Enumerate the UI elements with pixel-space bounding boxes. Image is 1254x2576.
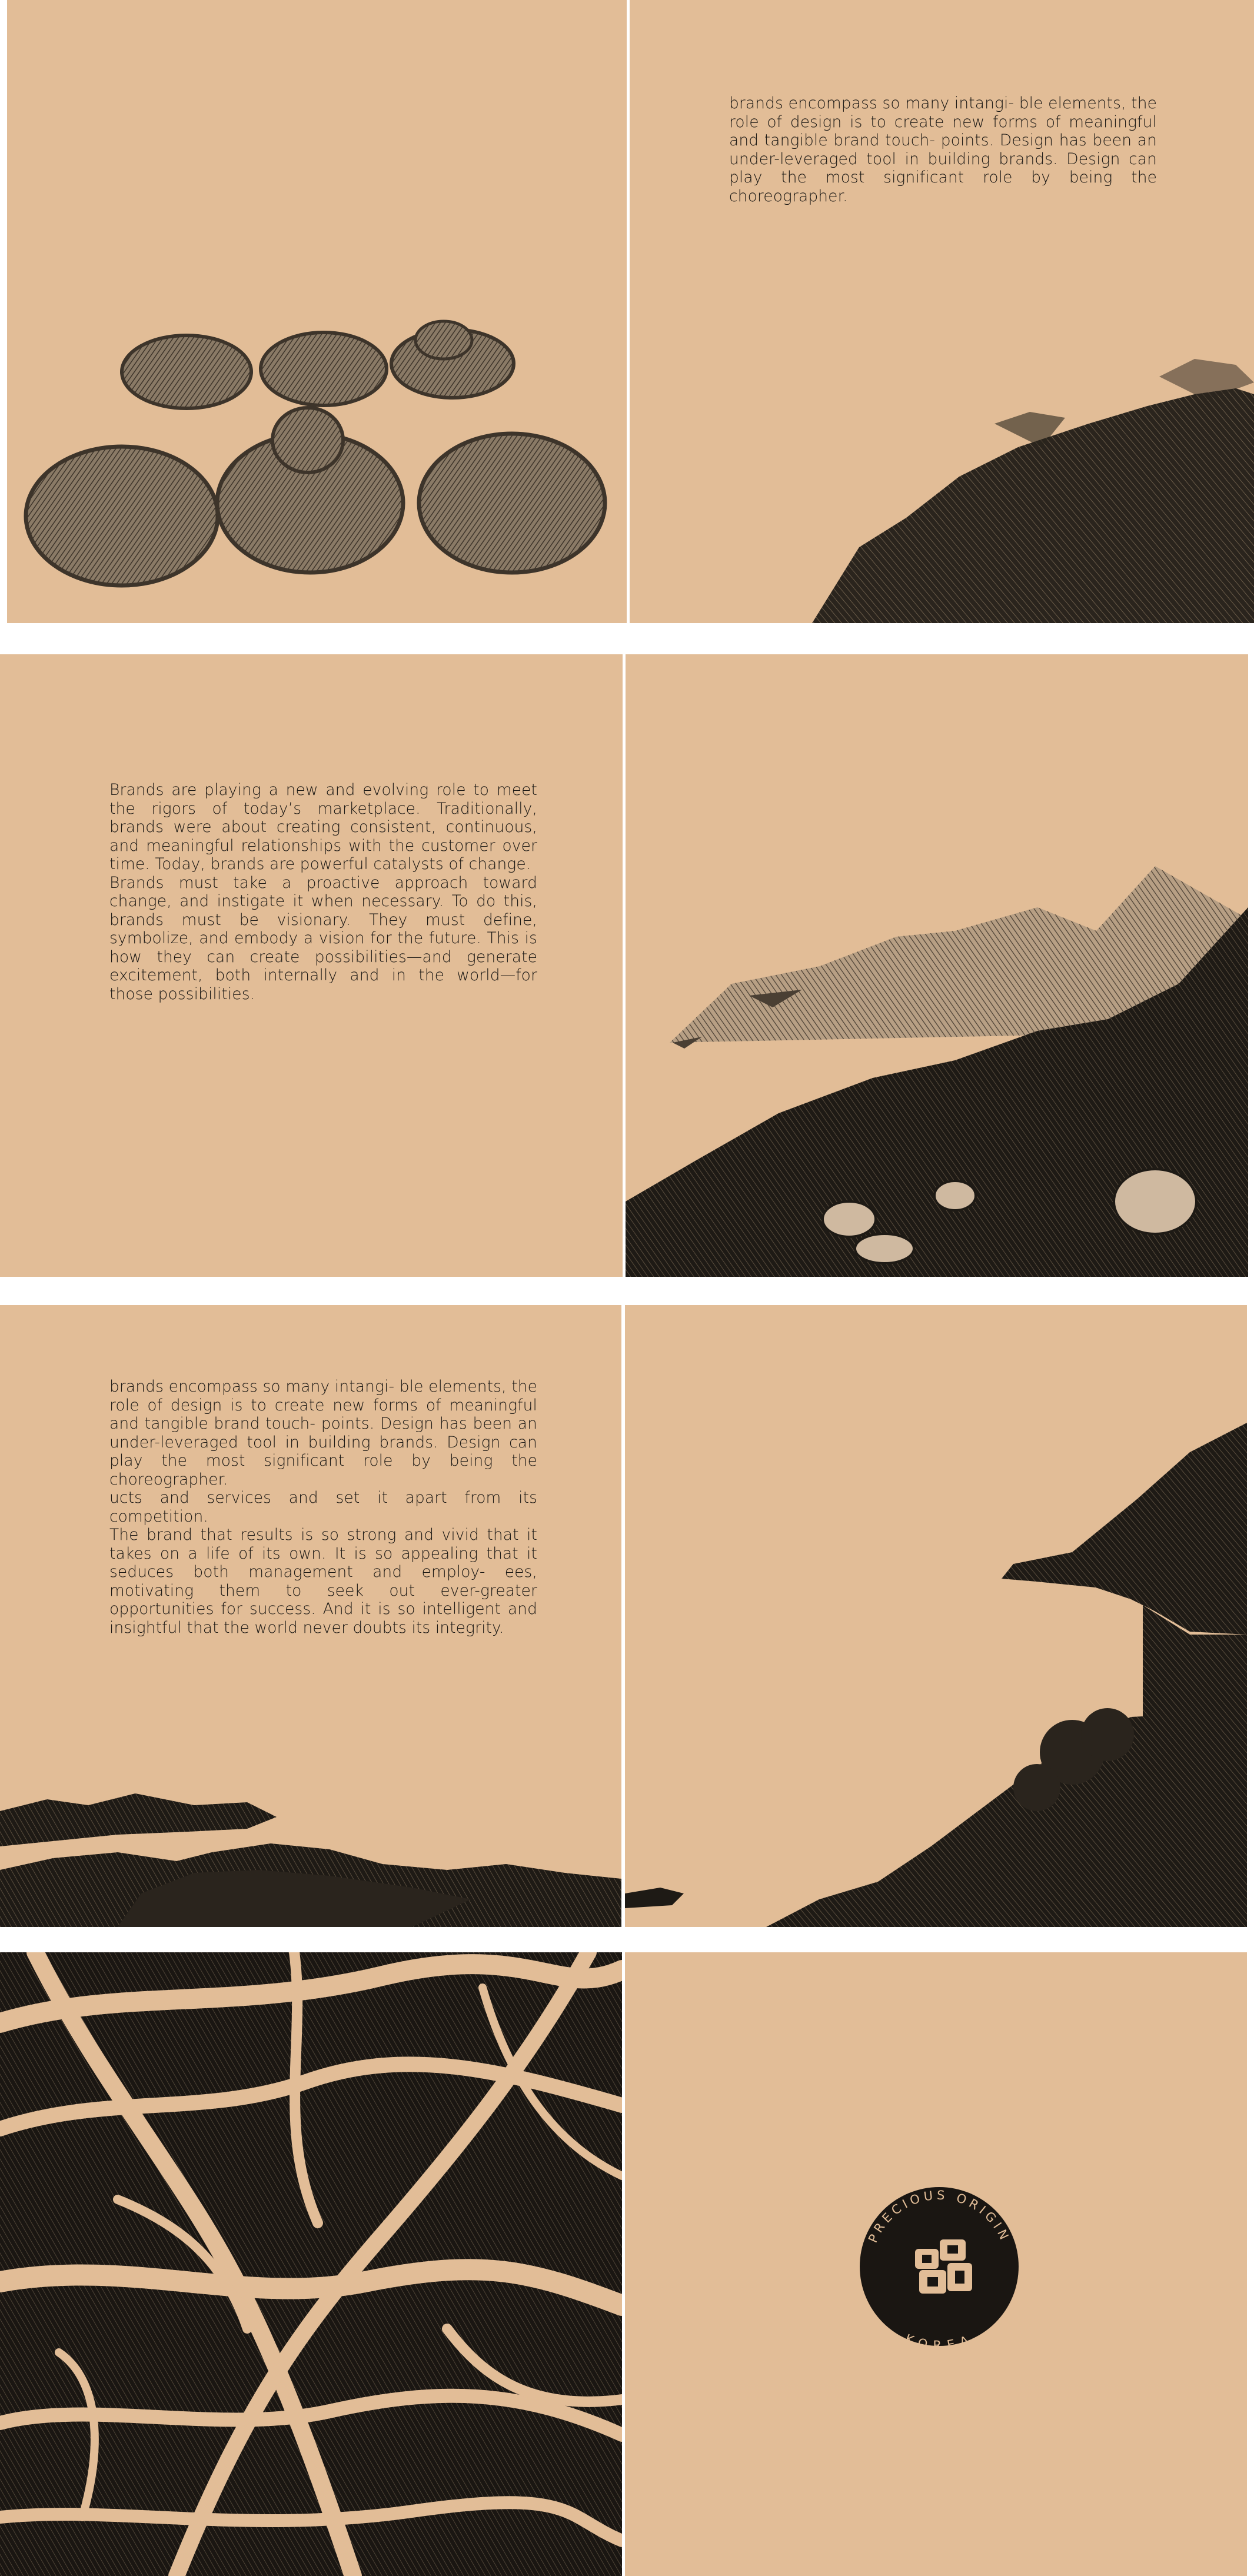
spread-3-right-page bbox=[625, 1305, 1247, 1927]
stone-bowls-illustration bbox=[7, 0, 627, 623]
spread-4-right-page bbox=[625, 1952, 1247, 2576]
precious-origin-logo bbox=[625, 1952, 1247, 2576]
mountain-slope-illustration bbox=[630, 0, 1254, 623]
spread-4-left-page bbox=[0, 1952, 622, 2576]
body-paragraph: brands encompass so many intangi- ble elements, the role of design is to create new forms of meaningful and tangible brand touch- points. Design has been an under-leveraged tool in building brands. Design can play the most significant role by being the choreographer. bbox=[109, 1377, 537, 1489]
spread-2-body-text bbox=[109, 781, 537, 1003]
body-paragraph: Brands are playing a new and evolving role to meet the rigors of today’s marketplace. Traditionally, brands were about creating consistent, continuous, and meaningful relationships with the customer over time. Today, brands are powerful catalysts of change. bbox=[109, 781, 537, 873]
tangled-branches-illustration bbox=[0, 1952, 622, 2576]
rocky-cliff-illustration bbox=[626, 654, 1248, 1277]
body-paragraph: The brand that results is so strong and vivid that it takes on a life of its own. It is so appealing that it seduces both management and employ- ees, motivating them to seek out ever-greater opportunities for success. And it is so intelligent and insightful that the world never doubts its integrity. bbox=[109, 1526, 537, 1637]
body-paragraph: brands encompass so many intangi- ble elements, the role of design is to create new forms of meaningful and tangible brand touch- points. Design has been an under-leveraged tool in building brands. Design can play the most significant role by being the choreographer. bbox=[729, 94, 1157, 205]
body-paragraph: ucts and services and set it apart from its competition. bbox=[109, 1489, 537, 1526]
logo-bottom-text: KOREA bbox=[903, 2331, 976, 2353]
spread-3-left-page bbox=[0, 1305, 621, 1927]
spread-2-left-page bbox=[0, 654, 623, 1277]
spread-1-body-text bbox=[729, 94, 1157, 205]
logo-top-text: PRECIOUS ORIGIN bbox=[866, 2188, 1013, 2245]
body-paragraph: Brands must take a proactive approach toward change, and instigate it when necessary. To do this, brands must be visionary. They must define, symbolize, and embody a vision for the future. This is how they can create possibilities—and generate excitement, both internally and in the world—for those possibilities. bbox=[109, 873, 537, 1003]
spread-3-body-text bbox=[109, 1377, 537, 1637]
pavilion-roof-illustration bbox=[625, 1305, 1247, 1927]
spread-1-left-page bbox=[7, 0, 627, 623]
spread-2-right-page bbox=[626, 654, 1248, 1277]
spread-1-right-page bbox=[630, 0, 1254, 623]
